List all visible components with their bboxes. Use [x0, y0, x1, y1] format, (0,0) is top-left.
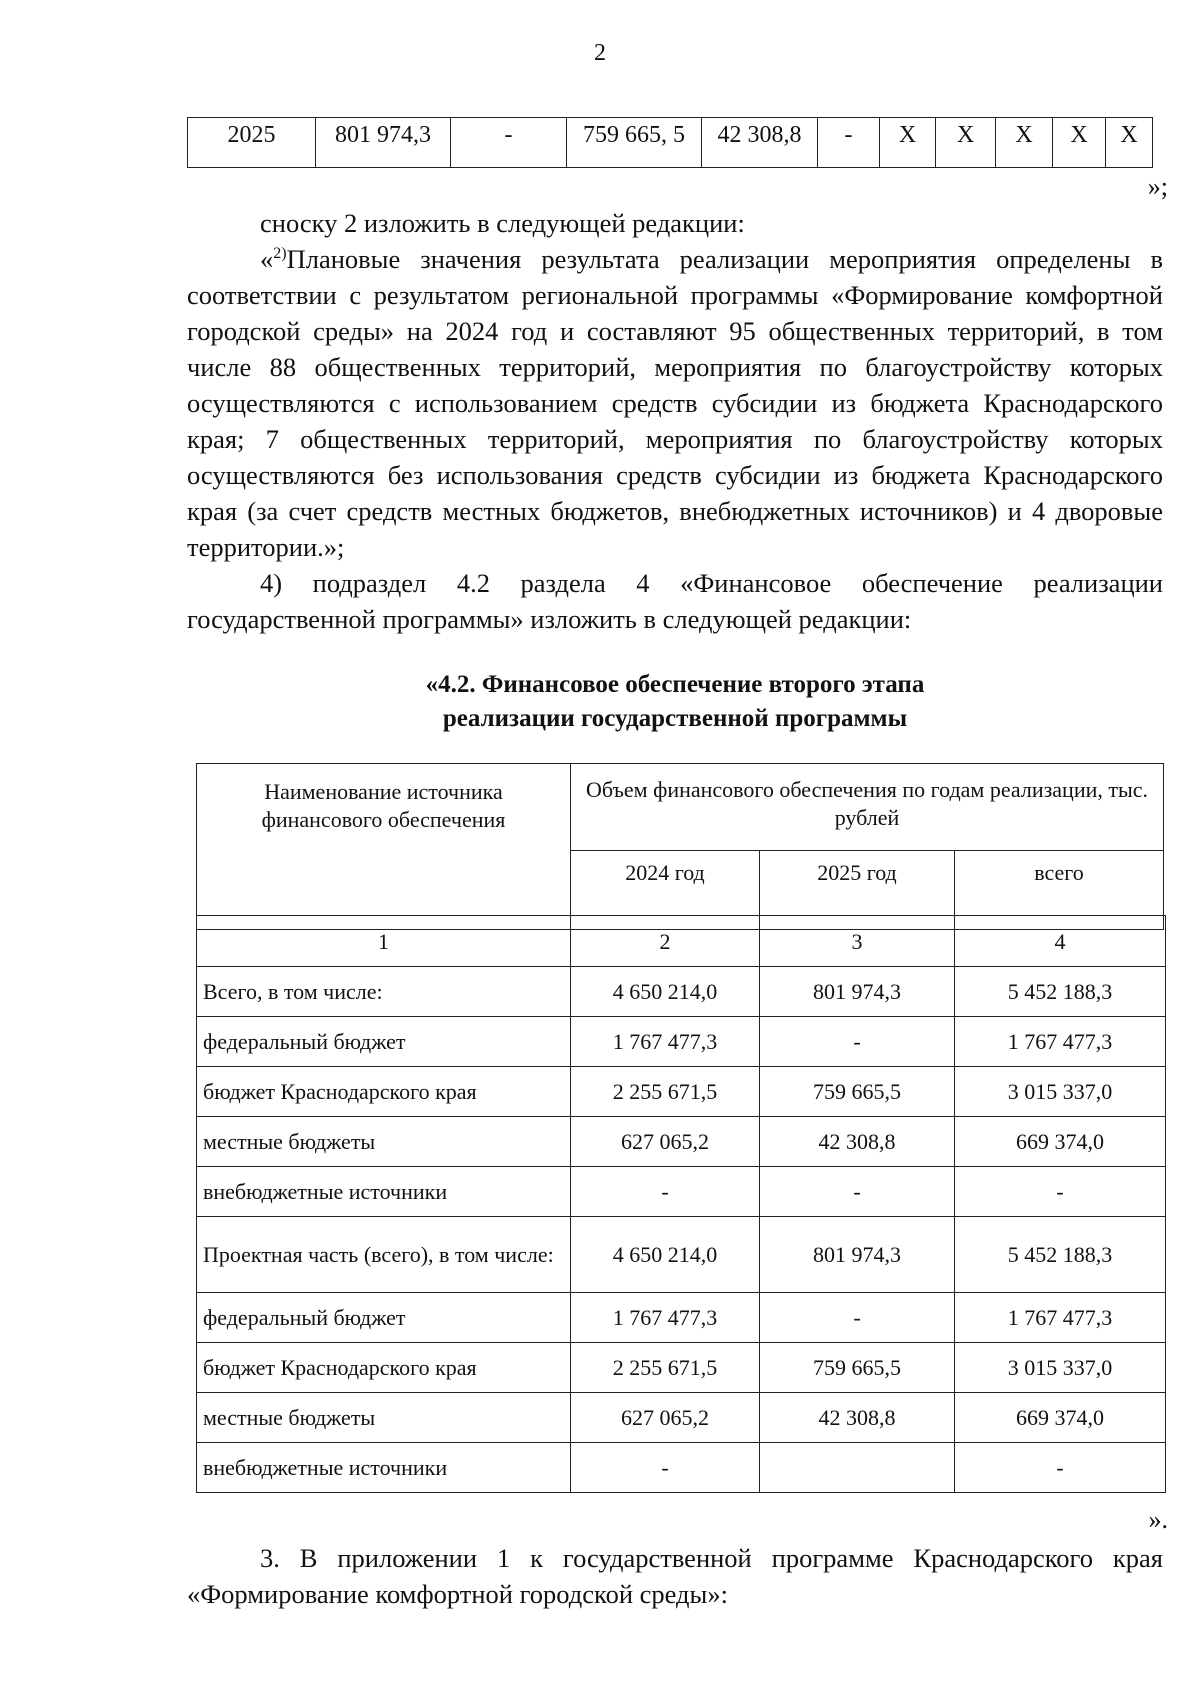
value-total: 5 452 188,3: [955, 967, 1166, 1017]
table-cell: 2025: [188, 118, 316, 168]
table-row: [197, 1117, 1166, 1167]
table-row: [197, 1393, 1166, 1443]
row-name: Всего, в том числе:: [197, 967, 571, 1017]
value-2024: 627 065,2: [571, 1117, 760, 1167]
table-row: [188, 118, 1153, 168]
value-total: 5 452 188,3: [955, 1217, 1166, 1293]
table-row: [197, 1443, 1166, 1493]
column-numbers-row: [197, 916, 1166, 967]
value-2024: -: [571, 1167, 760, 1217]
value-2024: 2 255 671,5: [571, 1343, 760, 1393]
paragraph: 3. В приложении 1 к государственной программе Краснодарского края «Формирование комфортной городской среды»:: [187, 1543, 1163, 1609]
paragraph: сноску 2 изложить в следующей редакции:: [260, 208, 745, 238]
paragraph: 4) подраздел 4.2 раздела 4 «Финансовое обеспечение реализации государственной программы» изложить в следующей редакции:: [187, 568, 1163, 634]
table-row: [197, 967, 1166, 1017]
footnote-marker: 2): [273, 245, 287, 263]
paragraph: [187, 241, 1163, 565]
row-name: внебюджетные источники: [197, 1167, 571, 1217]
value-2024: 1 767 477,3: [571, 1017, 760, 1067]
table-header: [196, 763, 1164, 930]
value-2025: 801 974,3: [760, 1217, 955, 1293]
paragraph-text: Плановые значения результата реализации мероприятия определены в соответствии с результатом региональной программы «Формирование комфортной городской среды» на 2024 год и составляют 95 общественных территорий, в том числе 88 общественных территорий, мероприятия по благоустройству которых осуществляются с использованием средств субсидии из бюджета Краснодарского края; 7 общественных территорий, мероприятия по благоустройству которых осуществляются без использования средств субсидии из бюджета Краснодарского края (за счет средств местных бюджетов, внебюджетных источников) и 4 дворовые территории.»;: [187, 244, 1163, 562]
continuation-table: [187, 117, 1153, 168]
table-cell: -: [818, 118, 880, 168]
table-cell: 759 665, 5: [567, 118, 702, 168]
value-2024: -: [571, 1443, 760, 1493]
value-total: 3 015 337,0: [955, 1343, 1166, 1393]
value-2025: -: [760, 1167, 955, 1217]
value-2025: 42 308,8: [760, 1117, 955, 1167]
value-total: 1 767 477,3: [955, 1017, 1166, 1067]
section-heading-line: «4.2. Финансовое обеспечение второго этапа: [425, 671, 925, 698]
section-heading: [187, 668, 1163, 736]
table-row: [197, 1067, 1166, 1117]
finance-table: [196, 915, 1166, 1493]
value-total: 669 374,0: [955, 1393, 1166, 1443]
table-cell: X: [996, 118, 1053, 168]
value-2024: 2 255 671,5: [571, 1067, 760, 1117]
row-name: Проектная часть (всего), в том числе:: [197, 1217, 571, 1293]
table-cell: 801 974,3: [316, 118, 451, 168]
value-2025: 759 665,5: [760, 1343, 955, 1393]
value-2025: 759 665,5: [760, 1067, 955, 1117]
paragraph-prefix: «: [260, 244, 274, 274]
table-cell: X: [1053, 118, 1106, 168]
value-2024: 4 650 214,0: [571, 967, 760, 1017]
section-heading-line: реализации государственной программы: [442, 705, 908, 732]
column-number: 3: [760, 916, 955, 967]
header-volume: Объем финансового обеспечения по годам реализации, тыс. рублей: [571, 764, 1164, 851]
column-number: 4: [955, 916, 1166, 967]
column-number: 1: [197, 916, 571, 967]
header-total: всего: [955, 851, 1164, 930]
value-total: -: [955, 1443, 1166, 1493]
header-year-2025: 2025 год: [760, 851, 955, 930]
value-2025: -: [760, 1293, 955, 1343]
row-name: местные бюджеты: [197, 1393, 571, 1443]
table-cell: X: [936, 118, 996, 168]
value-2024: 1 767 477,3: [571, 1293, 760, 1343]
table-row: [197, 1343, 1166, 1393]
value-total: 669 374,0: [955, 1117, 1166, 1167]
table-cell: 42 308,8: [702, 118, 818, 168]
table-row: [197, 1293, 1166, 1343]
closing-quote: ».: [1148, 1505, 1168, 1534]
table-row: [197, 1217, 1166, 1293]
row-name: бюджет Краснодарского края: [197, 1067, 571, 1117]
row-name: бюджет Краснодарского края: [197, 1343, 571, 1393]
table-cell: X: [880, 118, 936, 168]
value-total: 1 767 477,3: [955, 1293, 1166, 1343]
table-row: [197, 1167, 1166, 1217]
value-2025: [760, 1443, 955, 1493]
row-name: федеральный бюджет: [197, 1017, 571, 1067]
table-row: [197, 1017, 1166, 1067]
value-2025: 801 974,3: [760, 967, 955, 1017]
value-2024: 627 065,2: [571, 1393, 760, 1443]
page-number: 2: [594, 40, 606, 66]
value-total: -: [955, 1167, 1166, 1217]
row-name: внебюджетные источники: [197, 1443, 571, 1493]
value-2024: 4 650 214,0: [571, 1217, 760, 1293]
row-name: федеральный бюджет: [197, 1293, 571, 1343]
value-2025: 42 308,8: [760, 1393, 955, 1443]
table-cell: X: [1106, 118, 1153, 168]
value-2025: -: [760, 1017, 955, 1067]
value-total: 3 015 337,0: [955, 1067, 1166, 1117]
header-source-name: Наименование источника финансового обеспечения: [197, 764, 571, 930]
table-cell: -: [451, 118, 567, 168]
closing-quote: »;: [1147, 172, 1168, 201]
row-name: местные бюджеты: [197, 1117, 571, 1167]
header-year-2024: 2024 год: [571, 851, 760, 930]
column-number: 2: [571, 916, 760, 967]
